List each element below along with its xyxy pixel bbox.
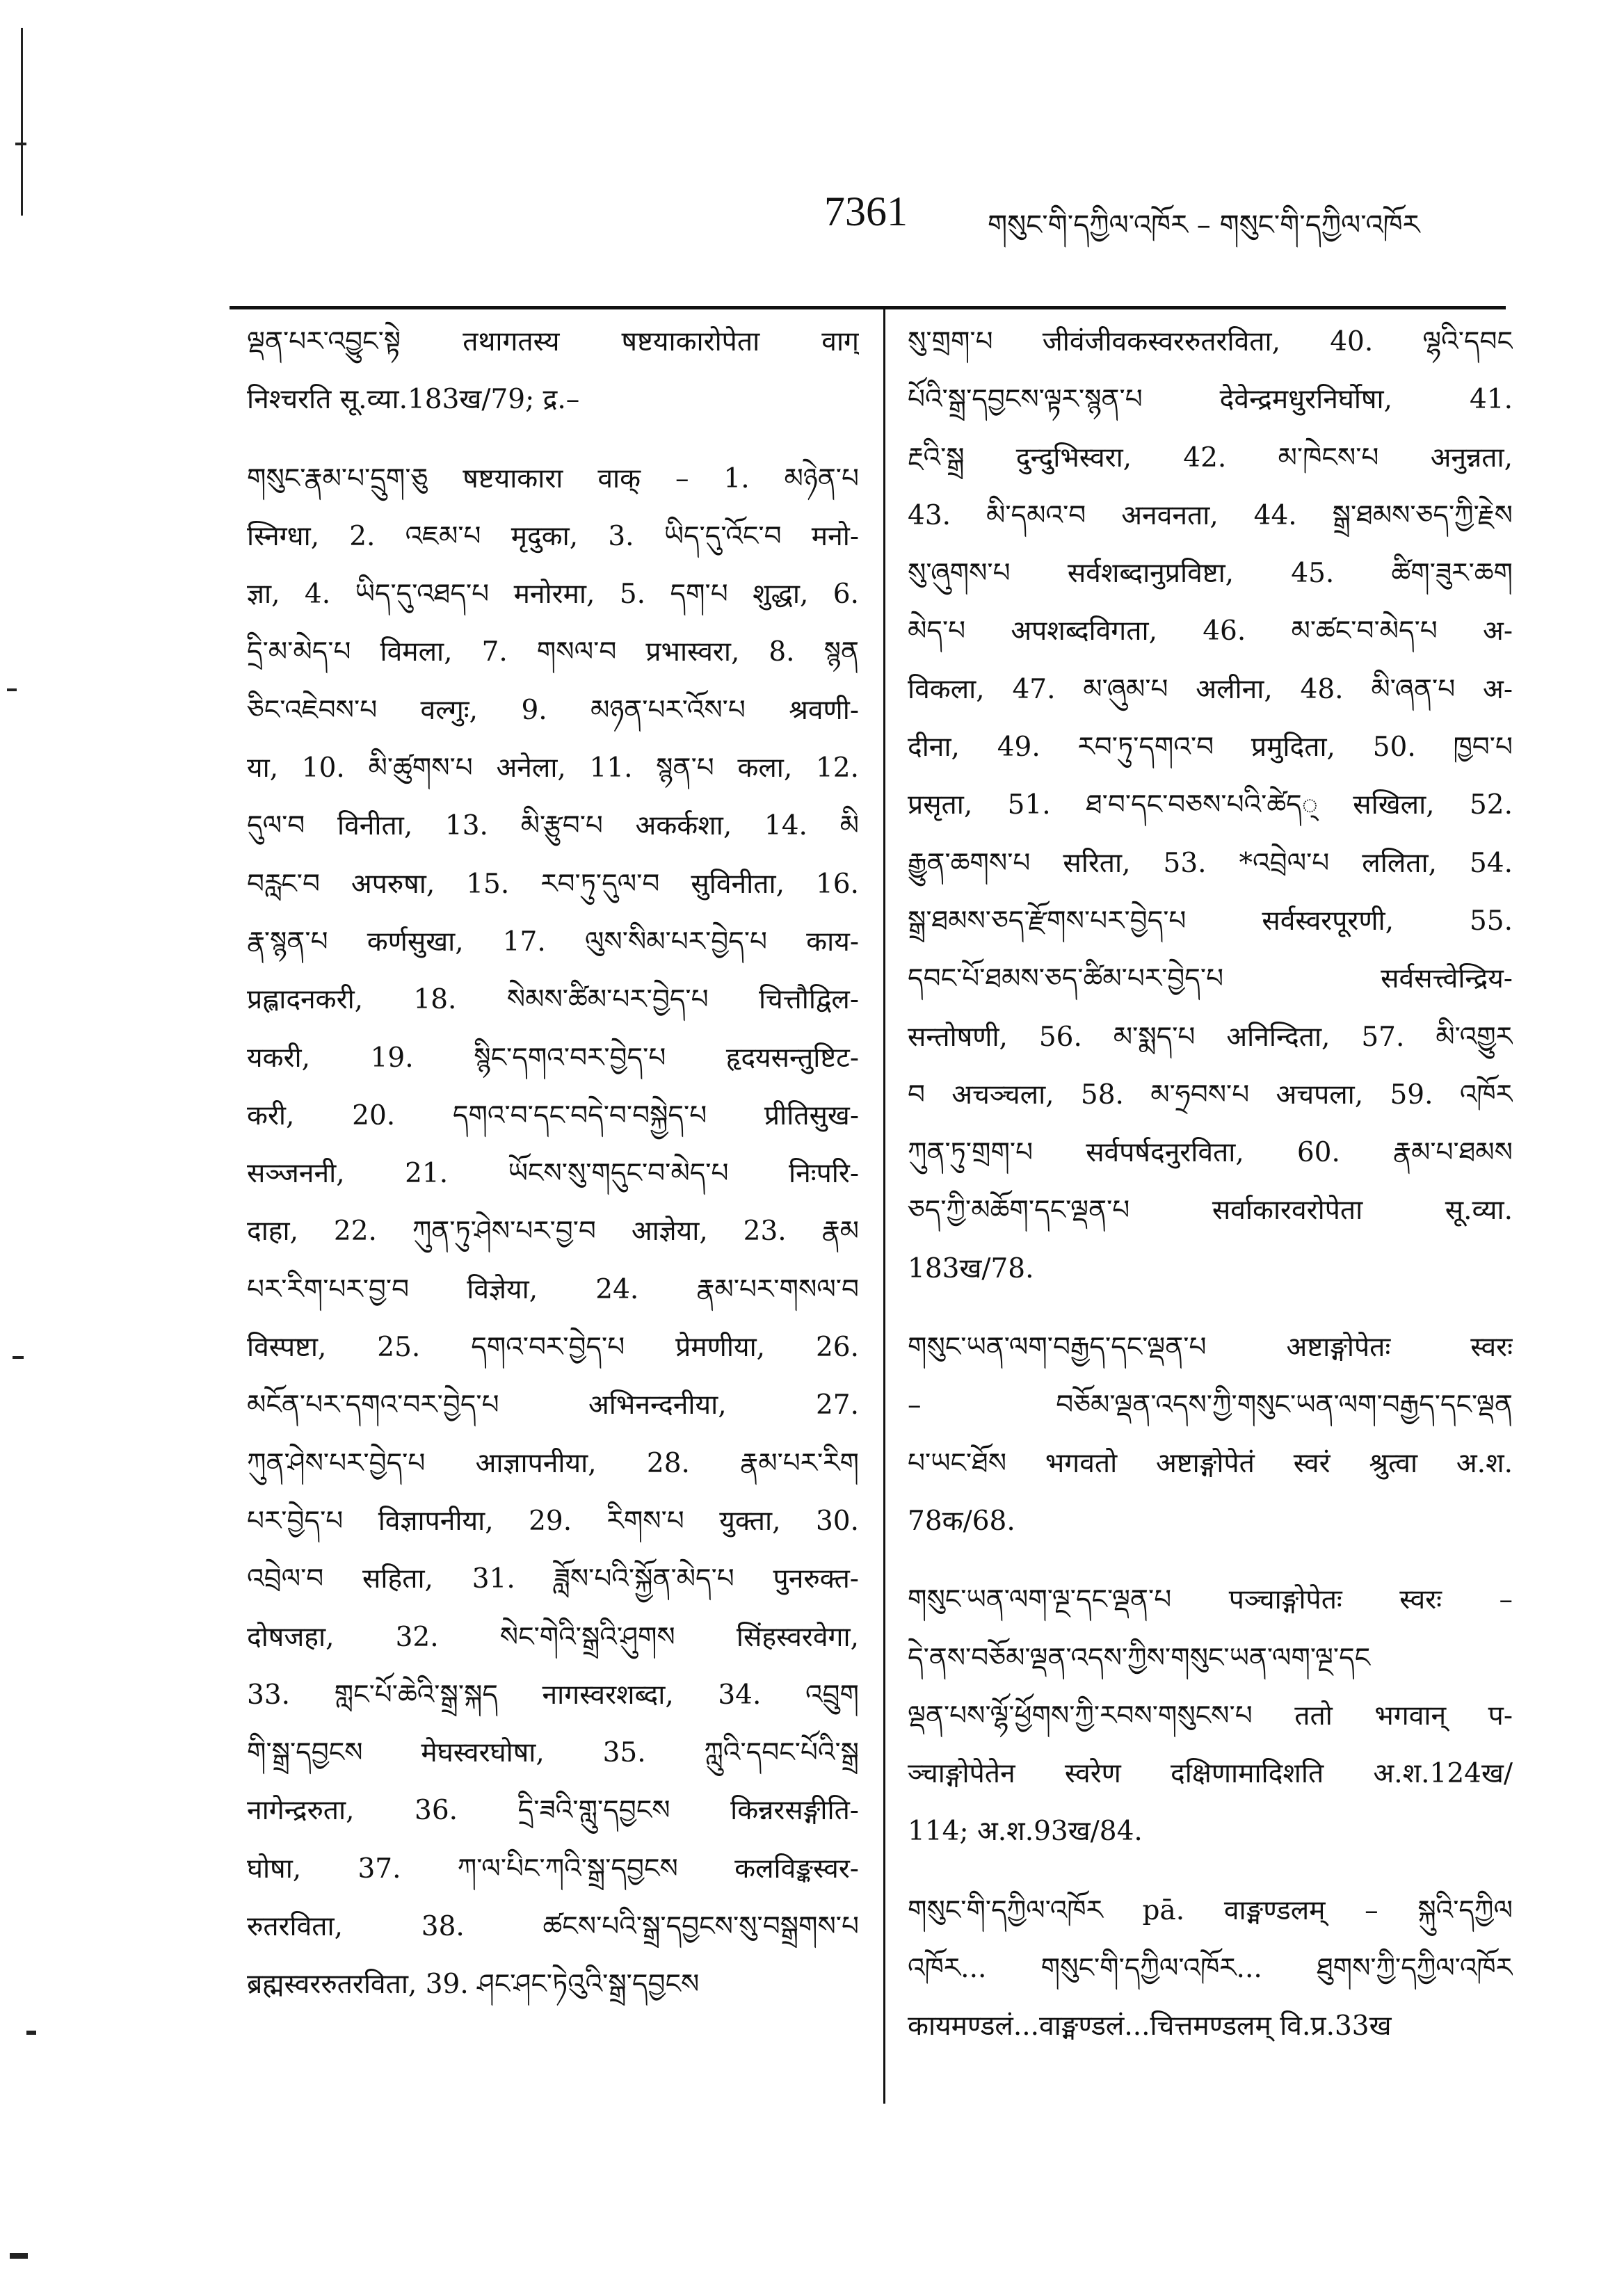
entry-line: སུ་ཞུགས་པ सर्वशब्दानुप्रविष्टा, 45. ཚིག་ཟུར་ཆག [908,558,1513,590]
entry-line: दोषजहा, 32. སེང་གེའི་སྒྲའི་ཤུགས सिंहस्वरवेगा, [247,1621,859,1653]
entry-line: दाहा, 22. ཀུན་ཏུ་ཤེས་པར་བྱ་བ आज्ञेया, 23. རྣམ [247,1216,859,1248]
entry-line: ཅིང་འཇེབས་པ वल्गुः, 9. མཉན་པར་འོས་པ श्रवणी- [247,694,859,726]
header-rule [230,306,1506,309]
entry-line: 114; अ.श.93ख/84. [908,1816,1143,1848]
entry-line: यकरी, 19. སྙིང་དགའ་བར་བྱེད་པ हृदयसन्तुष्टिट- [247,1042,859,1074]
entry-line: སྒྲ་ཐམས་ཅད་རྫོགས་པར་བྱེད་པ सर्वस्वरपूरणी, 55. [908,905,1513,937]
entry-line: བརླང་བ अपरुषा, 15. རབ་ཏུ་དུལ་བ सुविनीता, 16. [247,868,859,900]
entry-line: ज्ञा, 4. ཡིད་དུ་འཐད་པ मनोरमा, 5. དག་པ शुद्धा, 6. [247,579,859,611]
entry-line: པ་ཡང་ཐོས भगवतो अष्टाङ्गोपेतं स्वरं श्रुत्वा अ.श. [908,1447,1513,1479]
entry-line: करी, 20. དགའ་བ་དང་བདེ་བ་བསྐྱེད་པ प्रीतिसुख- [247,1099,859,1131]
page-header [824,188,1523,250]
entry-line: ཀུན་ཤེས་པར་བྱེད་པ आज्ञापनीया, 28. རྣམ་པར་རིག [247,1447,859,1479]
entry-line: रुतरविता, 38. ཚངས་པའི་སྒྲ་དབྱངས་སུ་བསྒྲགས་པ [247,1911,859,1943]
entry-line: གསུང་ཡན་ལག་བརྒྱད་དང་ལྡན་པ अष्टाङ्गोपेतः स्वरः [908,1332,1513,1364]
entry-line: दीना, 49. རབ་ཏུ་དགའ་བ प्रमुदिता, 50. ཁྱབ་པ [908,732,1513,764]
entry-line: པར་རིག་པར་བྱ་བ विज्ञेया, 24. རྣམ་པར་གསལ་བ [247,1273,859,1305]
entry-line: – བཅོམ་ལྡན་འདས་ཀྱི་གསུང་ཡན་ལག་བརྒྱད་དང་ལྡན [908,1389,1513,1421]
scan-margin-mark [21,28,23,216]
entry-line: གི་སྒྲ་དབྱངས मेघस्वरघोषा, 35. ཀླུའི་དབང་པོའི་སྒྲ [247,1737,859,1769]
page-number: 7361 [824,188,908,234]
dictionary-entry [247,313,859,429]
entry-line: དུལ་བ विनीता, 13. མི་རྩུབ་པ अकर्कशा, 14. མི [247,810,859,842]
entry-line: 33. གླང་པོ་ཆེའི་སྒྲ་སྐད नागस्वरशब्दा, 34. འབྲུག [247,1679,859,1711]
running-head: གསུང་གི་དཀྱིལ་འཁོར – གསུང་གི་དཀྱིལ་འཁོར [988,209,1420,241]
entry-line: स्निग्धा, 2. འཇམ་པ मृदुका, 3. ཡིད་དུ་འོང་བ मनो- [247,520,859,552]
scan-margin-mark [7,688,17,691]
dictionary-entry [247,450,859,2014]
dictionary-entry [908,1319,1513,1550]
dictionary-entry [908,1571,1513,1860]
entry-line: सञ्जननी, 21. ཡོངས་སུ་གདུང་བ་མེད་པ निःपरि- [247,1158,859,1190]
right-column [908,313,1513,2056]
entry-line: གསུང་རྣམ་པ་དྲུག་ཅུ षष्टयाकारा वाक् – 1. མཉེན་པ [247,462,859,494]
scan-margin-mark [26,2031,36,2035]
scan-margin-mark [15,143,26,145]
entry-line: प्रह्लादनकरी, 18. སེམས་ཚིམ་པར་བྱེད་པ चित्तौद्विल- [247,984,859,1016]
entry-line: གསུང་ཡན་ལག་ལྔ་དང་ལྡན་པ पञ्चाङ्गोपेतः स्वरः – [908,1584,1513,1616]
entry-line: པོའི་སྒྲ་དབྱངས་ལྟར་སྙན་པ देवेन्द्रमधुरनिर्घोषा, 41. [908,384,1513,416]
entry-line: ཅད་ཀྱི་མཆོག་དང་ལྡན་པ सर्वाकारवरोपेता सू.व्या. [908,1195,1513,1227]
entry-line: དེ་ནས་བཅོམ་ལྡན་འདས་ཀྱིས་གསུང་ཡན་ལག་ལྔ་དང [908,1642,1371,1674]
entry-line: འཁོར... གསུང་གི་དཀྱིལ་འཁོར... ཐུགས་ཀྱི་དཀྱིལ་འཁོར [908,1953,1513,1985]
dictionary-entry [908,1882,1513,2056]
entry-line: या, 10. མི་ཚུགས་པ अनेला, 11. སྙན་པ कला, 12. [247,752,859,784]
entry-line: གསུང་གི་དཀྱིལ་འཁོར pā. वाङ्मण्डलम् – སྐུའི་དཀྱིལ [908,1894,1513,1926]
entry-line: घोषा, 37. ཀ་ལ་པིང་ཀའི་སྒྲ་དབྱངས कलविङ्कस्वर- [247,1853,859,1885]
entry-line: རྣ་སྙན་པ कर्णसुखा, 17. ལུས་སིམ་པར་བྱེད་པ काय- [247,926,859,958]
entry-line: མངོན་པར་དགའ་བར་བྱེད་པ अभिनन्दनीया, 27. [247,1389,859,1421]
column-divider [883,309,885,2104]
entry-line: विकला, 47. མ་ཞུམ་པ अलीना, 48. མི་ཞན་པ अ- [908,673,1513,705]
entry-line: ब्रह्मस्वररुतरविता, 39. ཤང་ཤང་ཏེའུའི་སྒྲ་དབྱངས [247,1969,700,2001]
entry-line: ལྡན་པར་འབྱུང་སྟེ तथागतस्य षष्टयाकारोपेता वाग् [247,326,859,357]
scan-margin-mark [13,1356,24,1359]
entry-line: པར་བྱེད་པ विज्ञापनीया, 29. རིགས་པ युक्ता, 30. [247,1505,859,1537]
entry-line: 43. མི་དམའ་བ अनवनता, 44. སྒྲ་ཐམས་ཅད་ཀྱི་རྗེས [908,499,1513,531]
dictionary-entry [908,313,1513,1298]
entry-line: प्रसृता, 51. ཐ་བ་དང་བཅས་པའི་ཚེད् सखिला, 52. [908,789,1513,821]
entry-line: ञ्चाङ्गोपेतेन स्वरेण दक्षिणामादिशति अ.श.124ख/ [908,1758,1513,1790]
entry-line: རྒྱུན་ཆགས་པ सरिता, 53. *འབྲེལ་པ ललिता, 54. [908,847,1513,879]
scan-margin-mark [10,2253,28,2259]
entry-line: དྲི་མ་མེད་པ विमला, 7. གསལ་བ प्रभास्वरा, 8. སྙན [247,636,859,668]
entry-line: མེད་པ अपशब्दविगता, 46. མ་ཚང་བ་མེད་པ अ- [908,615,1513,647]
left-column [247,313,859,2014]
entry-line: ལྡན་པས་ལྷོ་ཕྱོགས་ཀྱི་རབས་གསུངས་པ ततो भगवान् प- [908,1700,1513,1732]
entry-line: འབྲེལ་བ सहिता, 31. ཟློས་པའི་སྐྱོན་མེད་པ पुनरुक्त- [247,1563,859,1595]
entry-line: सन्तोषणी, 56. མ་སྨད་པ अनिन्दिता, 57. མི་འགྱུར [908,1021,1513,1053]
entry-line: རྔའི་སྒྲ दुन्दुभिस्वरा, 42. མ་ཁེངས་པ अनुन्नता, [908,442,1513,474]
entry-line: नागेन्द्ररुता, 36. དྲི་ཟའི་གླུ་དབྱངས किन्नरसङ्गीति- [247,1795,859,1827]
entry-line: སུ་གྲག་པ जीवंजीवकस्वररुतरविता, 40. ལྷའི་དབང [908,326,1513,357]
entry-line: निश्चरति सू.व्या.183ख/79; द्र.– [247,384,580,416]
entry-line: 183ख/78. [908,1252,1034,1284]
entry-line: ཀུན་ཏུ་གྲག་པ सर्वपर्षदनुरविता, 60. རྣམ་པ་ཐམས [908,1137,1513,1169]
entry-line: 78क/68. [908,1505,1015,1537]
entry-line: कायमण्डलं...वाङ्मण्डलं...चित्तमण्डलम् वि.प्र.33ख [908,2010,1392,2042]
entry-line: དབང་པོ་ཐམས་ཅད་ཚིམ་པར་བྱེད་པ सर्वसत्त्वेन्द्रिय- [908,963,1513,995]
entry-line: བ अचञ्चला, 58. མ་ཧྲབས་པ अचपला, 59. འཁོར [908,1079,1513,1111]
entry-line: विस्पष्टा, 25. དགའ་བར་བྱེད་པ प्रेमणीया, 26. [247,1332,859,1364]
